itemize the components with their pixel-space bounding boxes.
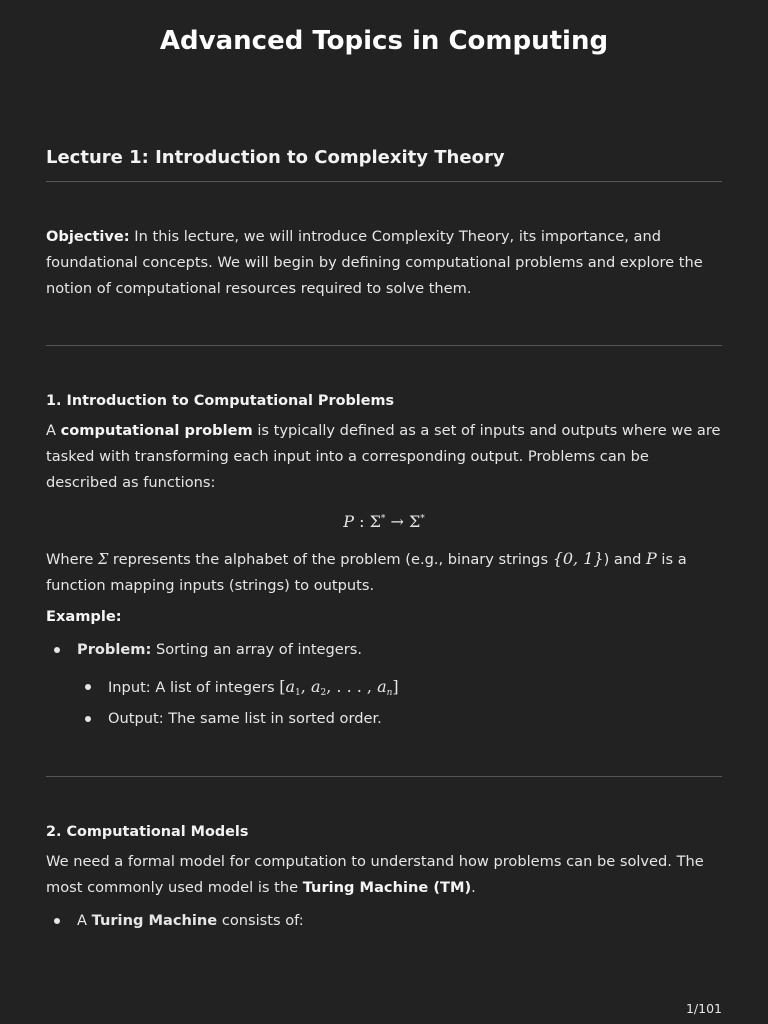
cm-text-b: . [471,878,476,896]
lecture-title: Lecture 1: Introduction to Complexity Theory [46,147,505,168]
where-text-c: ) and [603,551,647,568]
divider [46,776,722,777]
alphabet-paragraph [46,546,722,599]
formula-star: * [380,514,386,524]
input-text: Input: A list of integers [108,679,280,696]
cm-line-2 [46,875,722,901]
math-bracket: [ [279,677,286,696]
math-binary-set: {0, 1} [552,549,604,568]
cp-text-a: A [46,422,61,439]
cm-bold-term: Turing Machine (TM) [302,878,472,896]
formula-star: * [420,514,425,524]
math-sub: n [386,688,393,698]
cp-line-3: described as functions: [46,473,216,491]
where-text-a: Where [46,551,98,568]
math-p: P [646,549,657,568]
cp-bold-term: computational problem [60,422,253,439]
function-formula [46,506,722,535]
where-text-d: is a [656,551,687,568]
list-item-output [108,707,382,731]
formula-sigma: Σ [408,512,421,531]
tm-text-a: A [77,912,92,929]
tm-text-b: consists of: [217,912,304,929]
bullet-icon [85,716,91,722]
objective-line-1 [46,224,722,250]
list-item-turing-machine [77,909,304,933]
alphabet-line-2: function mapping inputs (strings) to outputs. [46,576,375,594]
example-label-text: Example: [46,608,122,625]
objective-paragraph [46,224,722,301]
formula-sigma: Σ [369,512,381,531]
formula-colon: : [354,512,370,531]
tm-bold-term: Turing Machine [91,912,218,929]
objective-line-2: foundational concepts. We will begin by defining computational problems and explore the [46,253,703,271]
objective-text: In this lecture, we will introduce Complexity Theory, its importance, and [134,228,661,245]
computational-problem-paragraph [46,418,722,495]
where-text-b: represents the alphabet of the problem (e.g., binary strings [108,551,553,568]
math-a: a [377,677,387,696]
divider [46,345,722,346]
section-1-heading: 1. Introduction to Computational Problems [46,393,395,409]
page-number: 1/101 [685,1001,722,1016]
input-math [279,677,398,696]
list-item-input [108,675,399,705]
cm-text-a: most commonly used model is the [46,878,303,896]
bullet-icon [54,918,60,924]
computational-models-paragraph [46,849,722,901]
objective-label: Objective: [46,228,130,245]
objective-line-3: notion of computational resources required to solve them. [46,279,472,297]
cm-line-1: We need a formal model for computation to understand how problems can be solved. The [46,853,704,870]
bullet-icon [85,684,91,690]
problem-label: Problem: [77,641,152,658]
math-a: a [310,677,321,696]
section-2-heading: 2. Computational Models [46,824,249,840]
divider [46,181,722,182]
math-dots: , . . . , [326,677,378,696]
math-sigma: Σ [97,551,109,568]
example-label [46,604,722,630]
math-comma: , [300,677,311,696]
formula-arrow: → [385,512,409,531]
math-bracket: ] [392,677,399,696]
output-text: Output: The same list in sorted order. [108,710,382,727]
problem-text: Sorting an array of integers. [151,641,363,658]
bullet-icon [54,647,60,653]
math-sub: 2 [320,688,327,698]
cp-line-1 [46,418,722,444]
document-title: Advanced Topics in Computing [159,26,609,56]
math-sub: 1 [295,688,301,698]
math-a: a [285,677,296,696]
cp-text-b: is typically defined as a set of inputs and outputs where we are [252,422,721,439]
alphabet-line-1 [46,546,722,573]
cp-line-2: tasked with transforming each input into a corresponding output. Problems can be [46,447,649,465]
formula-p: P [343,512,354,531]
list-item-problem [77,638,362,662]
